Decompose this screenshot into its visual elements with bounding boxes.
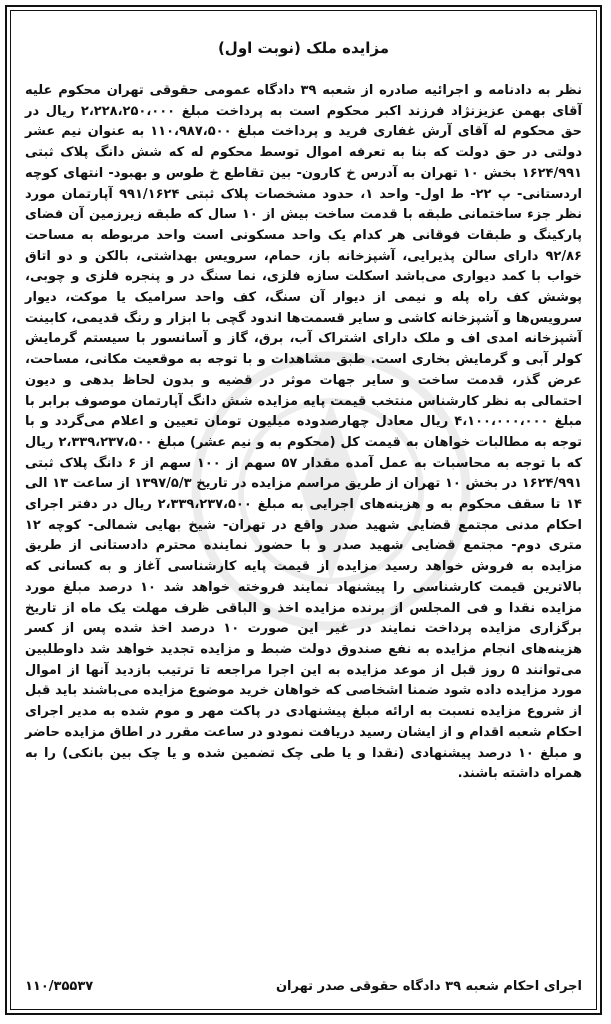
notice-code: ۱۱۰/۳۵۵۳۷ [25,979,94,994]
notice-body: نظر به دادنامه و اجرائیه صادره از شعبه ۳۹ دادگاه عمومی حقوقی تهران محکوم علیه آقای بهمن عزیزنژاد فرزند اکبر محکوم است به پرداخت مبلغ ۲،۲۲۸،۲۵۰،۰۰۰ ریال در حق محکوم له آقای آرش غفاری فرید و پرداخت مبلغ ۱۱۰،۹۸۷،۵۰۰ به عنوان نیم عشر دولتی در حق دولت که بنا به تعرفه اموال توسط محکوم له که شش دانگ پلاک ثبتی ۱۶۲۴/۹۹۱ بخش ۱۰ تهران به آدرس خ کارون- بین تقاطع خ طوس و بهبود- انتهای کوچه اردستانی- پ ۲۲- ط اول- واحد ۱، حدود مشخصات پلاک ثبتی ۹۹۱/۱۶۲۴ آپارتمان مورد نظر جزء ساختمانی طبقه با قدمت ساخت بیش از ۱۰ سال که طبقه زیرزمین آن فضای پارکینگ و طبقات فوقانی هر کدام یک واحد مسکونی است واحد مربوطه به مساحت ۹۲/۸۶ دارای سالن پذیرایی، آشپزخانه باز، حمام، سرویس بهداشتی، بالکن و دو اتاق خواب با کمد دیواری می‌باشد اسکلت سازه فلزی، نما سنگ در و پنجره فلزی و چوبی، پوشش کف راه پله و نیمی از دیوار آن سنگ، کف واحد سرامیک یا موکت، دیوار سرویس‌ها و آشپزخانه کاشی و سایر قسمت‌ها اندود گچی با ابزار و رنگ قدیمی، کابینت آشپزخانه امدی اف و ملک دارای اشتراک آب، برق، گاز و آسانسور با سیستم گرمایش کولر آبی و گرمایش بخاری است. طبق مشاهدات و با توجه به موقعیت مکانی، مساحت، عرض گذر، قدمت ساخت و سایر جهات موثر در قضیه و بدون لحاظ بدهی و دیون احتمالی به نظر کارشناس منتخب قیمت پایه مزایده شش دانگ آپارتمان موصوف برابر با مبلغ ۴،۱۰۰،۰۰۰،۰۰۰ ریال معادل چهارصدوده میلیون تومان تعیین و اعلام می‌گردد و با توجه به مطالبات خواهان به قیمت کل (محکوم به و نیم عشر) مبلغ ۲،۳۳۹،۲۳۷،۵۰۰ ریال که با توجه به محاسبات به عمل آمده مقدار ۵۷ سهم از ۱۰۰ سهم از ۶ دانگ پلاک ثبتی ۱۶۲۴/۹۹۱ در بخش ۱۰ تهران از طریق مراسم مزایده در تاریخ ۱۳۹۷/۵/۳ از ساعت ۱۳ الی ۱۴ تا سقف محکوم به و هزینه‌های اجرایی به مبلغ ۲،۳۳۹،۲۳۷،۵۰۰ ریال در دفتر اجرای احکام مدنی مجتمع قضایی شهید صدر واقع در تهران- شیخ بهایی شمالی- کوچه ۱۲ متری دوم- مجتمع قضایی شهید صدر و با حضور نماینده محترم دادستانی از طریق مزایده به فروش خواهد رسید مزایده از قیمت پایه کارشناسی آغاز و به کسانی که بالاترین قیمت کارشناسی را پیشنهاد نمایند فروخته خواهد شد ۱۰ درصد مبلغ مورد مزایده نقدا و فی المجلس از برنده مزایده اخذ و الباقی ظرف مهلت یک ماه از تاریخ برگزاری مزایده پرداخت نمایند در غیر این صورت ۱۰ درصد اخذ شده پس از کسر هزینه‌های انجام مزایده به نفع صندوق دولت ضبط و مزایده تجدید خواهد شد داوطلبین می‌توانند ۵ روز قبل از موعد مزایده به این اجرا مراجعه تا ترتیب بازدید آنها از اموال مورد مزایده داده شود ضمنا اشخاصی که خواهان خرید موضوع مزایده می‌باشند باید قبل از شروع مزایده نسبت به ارائه مبلغ پیشنهادی در پاکت مهر و موم شده به مدیر اجرای احکام شعبه اقدام و از ایشان رسید دریافت نمودو در ساعت مقرر در اطاق مزایده حاضر و مبلغ ۱۰ درصد پیشنهادی (نقدا و یا طی چک تضمین شده و یا چک بین بانکی) را به همراه داشته باشند. [25,83,583,782]
notice-footer [25,979,582,1001]
notice-title: مزایده ملک (نوبت اول) [217,39,390,57]
notice-inner-border [10,10,597,1010]
issuer-name: اجرای احکام شعبه ۳۹ دادگاه حقوقی صدر تهران [275,979,582,994]
notice-frame [5,5,602,1015]
